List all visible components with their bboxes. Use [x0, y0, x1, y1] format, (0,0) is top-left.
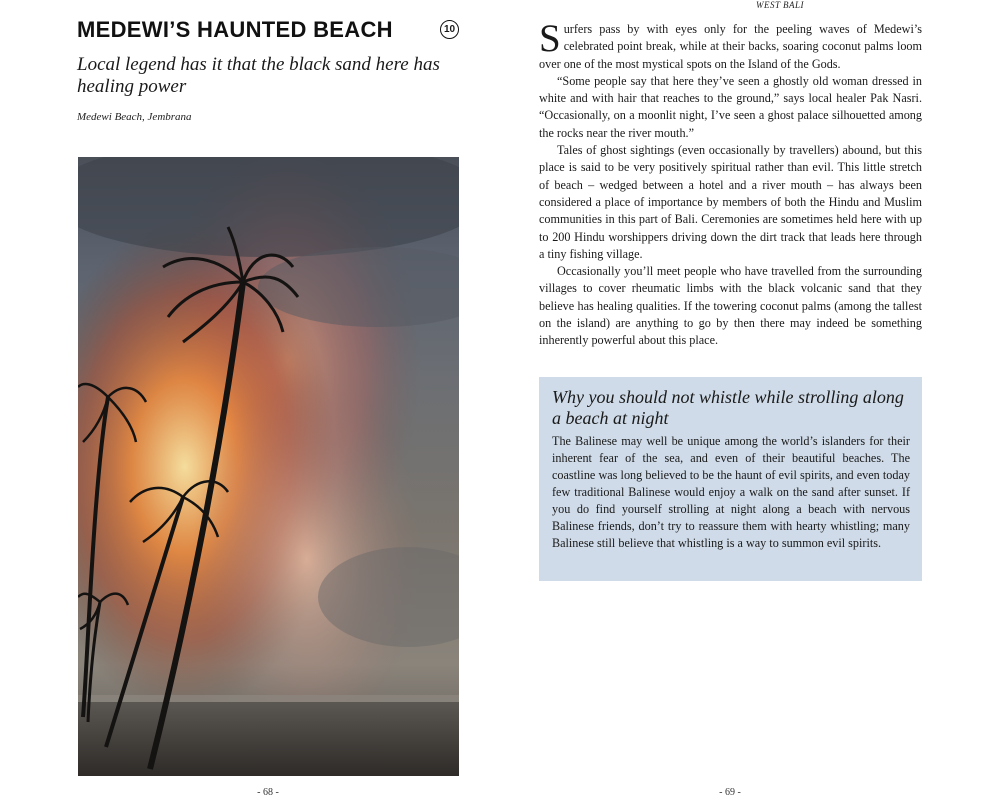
article-body [539, 17, 922, 350]
paragraph-1 [539, 17, 922, 73]
paragraph-3: Tales of ghost sightings (even occasionally by travellers) abound, but this place is said to be very positively spiritual rather than evil. This little stretch of beach – wedged between a hotel and a river mouth – has always been considered a place of importance by members of both the Hindu and Muslim communities in this part of Bali. Ceremonies are sometimes held here with up to 200 Hindu worshippers driving down the dirt track that leads here through a tiny fishing village. [539, 143, 922, 261]
paragraph-1-text: urfers pass by with eyes only for the peeling waves of Medewi’s celebrated point break, while at their backs, soaring coconut palms loom over one of the most mystical spots on the Island of the Gods. [539, 22, 922, 71]
sidebar-box [539, 377, 922, 581]
paragraph-2: “Some people say that here they’ve seen a ghostly old woman dressed in white and with hair that reaches to the ground,” says local healer Pak Nasri. “Occasionally, on a moonlit night, I’ve seen a ghost palace silhouetted among the rocks near the river mouth.” [539, 73, 922, 140]
running-head: WEST BALI [755, 0, 805, 10]
paragraph-4: Occasionally you’ll meet people who have travelled from the surrounding villages to cover rheumatic limbs with the black volcanic sand that they believe has healing qualities. If the towering coconut palms (among the tallest on the island) are anything to go by then there may indeed be something inherently powerful about this place. [539, 264, 922, 348]
page-title: MEDEWI’S HAUNTED BEACH [77, 17, 393, 42]
entry-number-badge: 10 [440, 20, 459, 39]
page-number-right: - 69 - [719, 787, 741, 798]
sidebar-text: The Balinese may well be unique among the world’s islanders for their inherent fear of the sea, and even of their beautiful beaches. The coastline was long believed to be the haunt of evil spirits, and even today few traditional Balinese would enjoy a walk on the sand after sunset. If you do find yourself strolling at night along a beach with nervous Balinese friends, don’t try to reassure them with hearty whistling; many Balinese still believe that whistling is a way to summon evil spirits. [552, 434, 910, 550]
drop-cap: S [539, 17, 561, 60]
page-subtitle: Local legend has it that the black sand here has healing power [77, 54, 440, 97]
sidebar-title: Why you should not whistle while strolling along a beach at night [552, 387, 904, 428]
location-caption: Medewi Beach, Jembrana [77, 111, 192, 123]
beach-sunset-photo [78, 157, 459, 776]
page-number-left: - 68 - [257, 787, 279, 798]
